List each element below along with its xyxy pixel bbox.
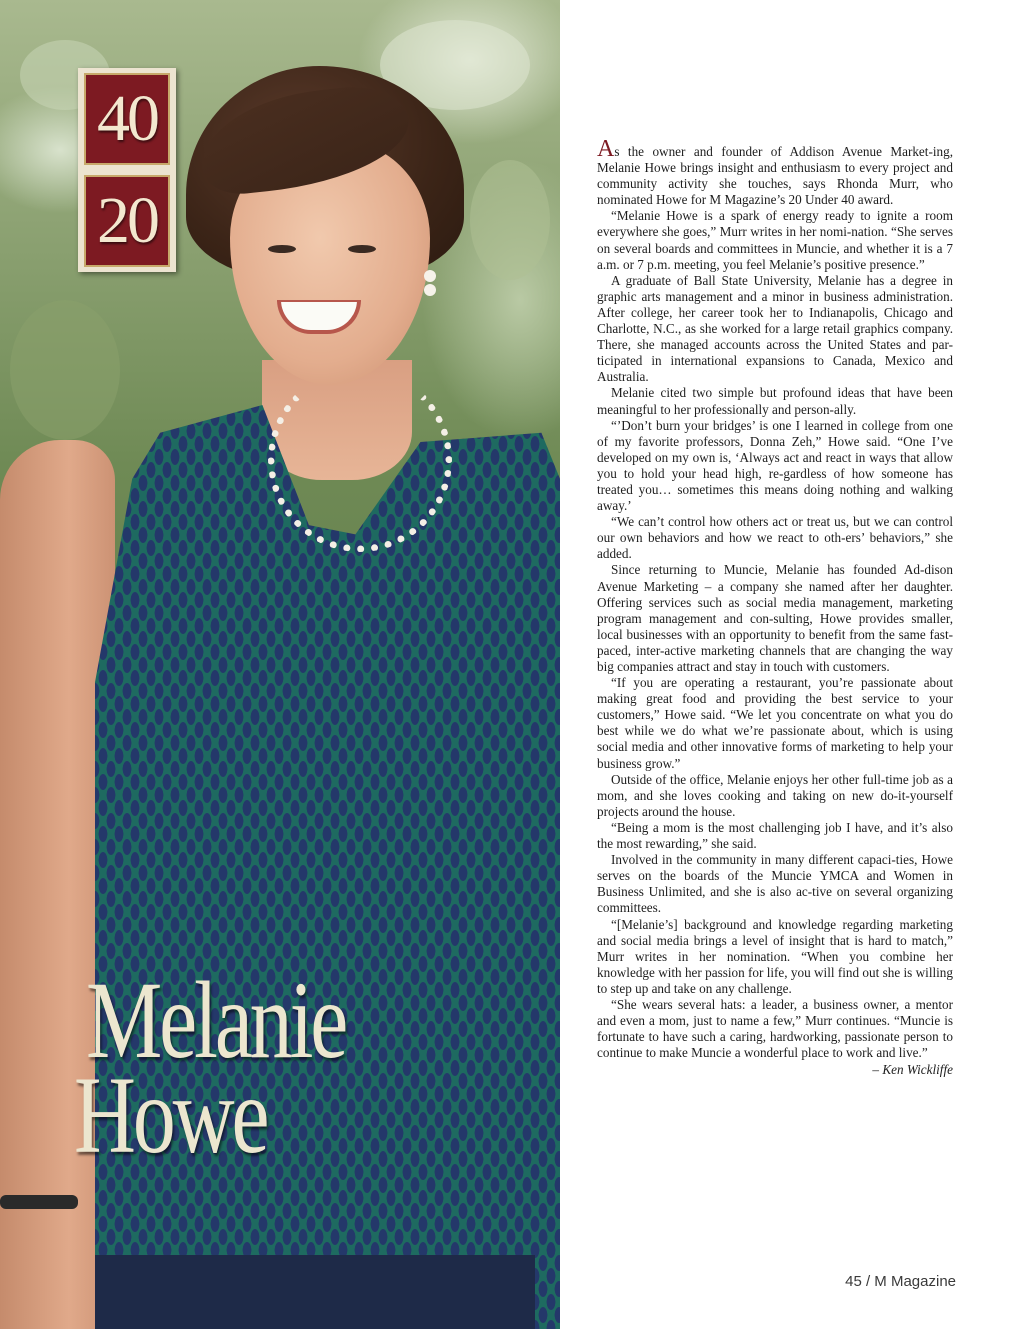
- foliage-shadow: [10, 300, 120, 440]
- paragraph-text: s the owner and founder of Addison Avenue Market-ing, Melanie Howe brings insight and enthusiasm to every project and community activity she touches, says Rhonda Murr, who nominated Howe for M Magazine’s 20 Under 40 award.: [597, 144, 953, 208]
- article-paragraph: “[Melanie’s] background and knowledge regarding marketing and social media brings a level of insight that is hard to match,” Murr writes in her nomination. “When you combine her knowledge with her passion for life, you will find out she is willing to step up and take on any challenge.: [597, 916, 953, 996]
- foliage-highlight: [470, 160, 550, 280]
- article-body: [597, 136, 953, 1078]
- bracelet: [0, 1195, 78, 1209]
- byline: – Ken Wickliffe: [872, 1062, 953, 1078]
- right-eye: [348, 245, 376, 253]
- article-paragraph: “She wears several hats: a leader, a business owner, a mentor and even a mom, just to name a few,” Murr continues. “Muncie is fortunate to have such a caring, hardworking, passionate person to continue to make Muncie a wonderful place to work and live.”: [597, 996, 953, 1061]
- badge-number-bottom: 20: [84, 175, 170, 267]
- article-paragraph: Melanie cited two simple but profound ideas that have been meaningful to her professionally and person-ally.: [597, 385, 953, 417]
- article-paragraph: “If you are operating a restaurant, you’re passionate about making great food and providing the best service to your customers,” Howe said. “We let you concentrate on what you do best while we do what we’re passionate about, which is using social media and other innovative forms of marketing to help your business grow.”: [597, 675, 953, 771]
- 20-under-40-badge: [78, 68, 176, 272]
- article-paragraph: “’Don’t burn your bridges’ is one I learned in college from one of my favorite professors, Donna Zeh,” Howe said. “One I’ve developed on my own is, ‘Always act and react in ways that allow you to hold your head high, re-gardless of how someone has treated you… sometimes this means doing nothing and walking away.’: [597, 417, 953, 514]
- article-paragraph: Involved in the community in many different capaci-ties, Howe serves on the boards of the Muncie YMCA and Women in Business Unlimited, and she is also ac-tive on several organizing committees.: [597, 852, 953, 916]
- name-last: Howe: [74, 1054, 267, 1176]
- page-folio: 45 / M Magazine: [845, 1273, 956, 1290]
- pearl-earring: [424, 270, 436, 282]
- name-first: Melanie: [86, 959, 346, 1081]
- article-paragraph: “Being a mom is the most challenging job I have, and it’s also the most rewarding,” she said.: [597, 819, 953, 852]
- left-eye: [268, 245, 296, 253]
- pearl-necklace: [268, 368, 452, 552]
- article-paragraph: Outside of the office, Melanie enjoys her other full-time job as a mom, and she loves cooking and taking on new do-it-yourself projects around the house.: [597, 771, 953, 819]
- article-paragraph: [597, 136, 953, 208]
- article-paragraph: “We can’t control how others act or treat us, but we can control our own behaviors and how we react to oth-ers’ behaviors,” she added.: [597, 514, 953, 562]
- article-paragraph: A graduate of Ball State University, Melanie has a degree in graphic arts management and a minor in business administration. After college, her career took her to Indianapolis, Chicago and Charlotte, N.C., as she worked for a large retail graphics company. There, she managed accounts across the United States and par-ticipated in international expansions to Canada, Mexico and Australia.: [597, 272, 953, 385]
- jeans: [95, 1255, 535, 1329]
- article-paragraph: “Melanie Howe is a spark of energy ready to ignite a room everywhere she goes,” Murr writes in her nomi-nation. “She serves on several boards and committees in Muncie, and whether it is a 7 a.m. or 7 p.m. meeting, you feel Melanie’s positive presence.”: [597, 208, 953, 272]
- article-paragraph: Since returning to Muncie, Melanie has founded Ad-dison Avenue Marketing – a company she named after her daughter. Offering services such as social media management, marketing program management and con-sulting, Howe provides smaller, local businesses with an opportunity to benefit from the same fast-paced, inter-active marketing channels that are changing the way big companies attract and stay in touch with customers.: [597, 562, 953, 674]
- drop-cap: A: [597, 136, 615, 162]
- badge-number-top: 40: [84, 73, 170, 165]
